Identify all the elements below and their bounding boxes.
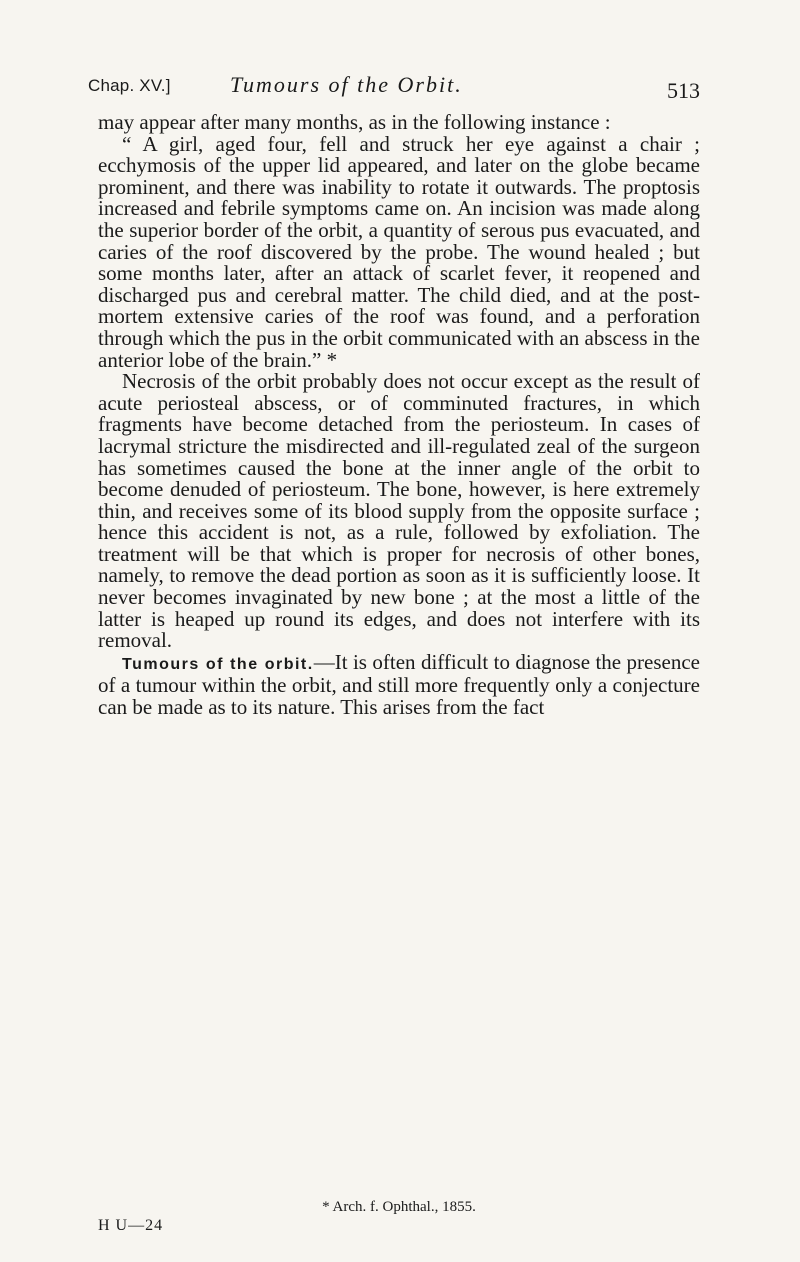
section-body: —It is often difficult to diagnose the presence of a tumour within the orbit, and still more frequently only a conjecture can be made as to its nature. This arises from the fact (98, 649, 700, 720)
page-number: 513 (667, 78, 700, 103)
section-heading: Tumours of the orbit. (122, 655, 314, 673)
chapter-label: Chap. XV.] (88, 76, 171, 95)
paragraph-tumours (98, 649, 700, 720)
printer-signature: H U—24 (98, 1217, 164, 1234)
body-text (98, 112, 700, 719)
running-header (88, 72, 700, 106)
case-quotation: “ A girl, aged four, fell and struck her eye against a chair ; ecchymosis of the upper lid appeared, and later on the globe became prominent, and there was inability to rotate it outwards. The proptosis increased and febrile symptoms came on. An incision was made along the superior border of the orbit, a quantity of serous pus evacuated, and caries of the roof discovered by the probe. The wound healed ; but some months later, after an attack of scarlet fever, it reopened and discharged pus and cerebral matter. The child died, and at the post-mortem extensive caries of the roof was found, and a perforation through which the pus in the orbit communicated with an abscess in the anterior lobe of the brain.” * (98, 131, 700, 372)
paragraph-continuation: may appear after many months, as in the following instance : (98, 110, 611, 134)
footnote: * Arch. f. Ophthal., 1855. (322, 1199, 476, 1215)
paragraph-necrosis: Necrosis of the orbit probably does not occur except as the result of acute periosteal abscess, or of comminuted fractures, in which fragments have become detached from the periosteum. In cases of lacrymal stricture the misdirected and ill-regulated zeal of the surgeon has sometimes caused the bone at the inner angle of the orbit to become denuded of periosteum. The bone, however, is here extremely thin, and receives some of its blood supply from the opposite surface ; hence this accident is not, as a rule, followed by exfoliation. The treatment will be that which is proper for necrosis of other bones, namely, to remove the dead portion as soon as it is sufficiently loose. It never becomes invaginated by new bone ; at the most a little of the latter is heaped up round its edges, and does not interfere with its removal. (98, 369, 700, 653)
running-title: Tumours of the Orbit. (230, 72, 463, 97)
